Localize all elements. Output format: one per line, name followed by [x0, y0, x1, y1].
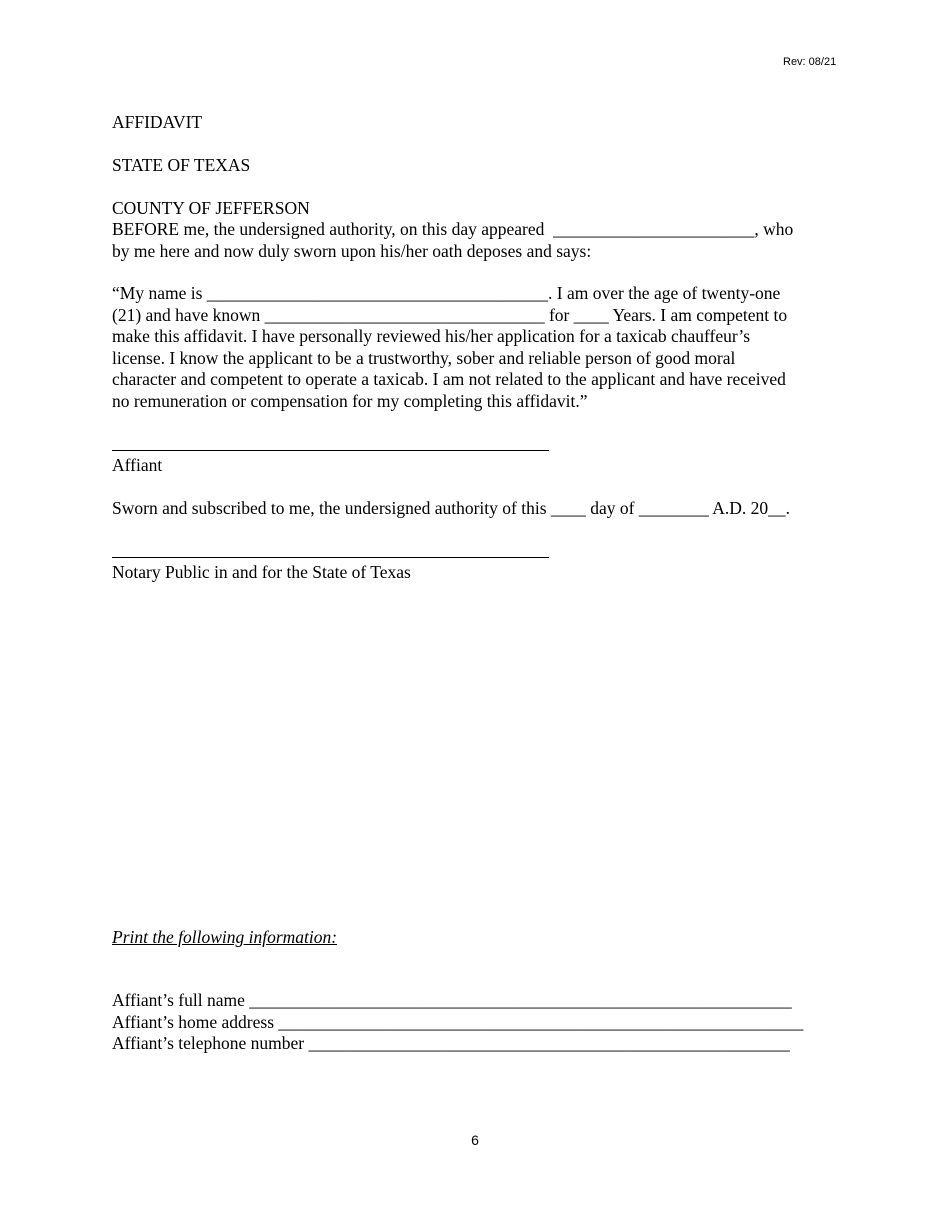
- affiant-full-name-field[interactable]: Affiant’s full name ______________________________________________________________: [112, 990, 792, 1010]
- statement-line: license. I know the applicant to be a trustworthy, sober and reliable person of good moral: [112, 347, 736, 368]
- affiant-label: Affiant: [112, 455, 163, 475]
- statement-line: character and competent to operate a taxicab. I am not related to the applicant and have received: [112, 369, 786, 389]
- intro-paragraph: [112, 219, 842, 262]
- affiant-signature-line[interactable]: [112, 433, 549, 451]
- statement-line: “My name is _______________________________________. I am over the age of twenty-one: [112, 283, 781, 303]
- affiant-info-fields: [112, 990, 842, 1055]
- statement-line: (21) and have known ________________________________ for ____ Years. I am competent to: [112, 304, 788, 325]
- intro-line: BEFORE me, the undersigned authority, on this day appeared _______________________, who: [112, 219, 794, 239]
- statement-line: make this affidavit. I have personally reviewed his/her application for a taxicab chauffeur’s: [112, 326, 751, 346]
- document-title: AFFIDAVIT: [112, 112, 203, 132]
- statement-paragraph: [112, 283, 842, 412]
- print-info-heading: Print the following information:: [112, 927, 338, 947]
- state-line: STATE OF TEXAS: [112, 155, 251, 175]
- statement-line: no remuneration or compensation for my completing this affidavit.”: [112, 390, 588, 411]
- county-line: COUNTY OF JEFFERSON: [112, 198, 310, 218]
- affiant-home-address-field[interactable]: Affiant’s home address ____________________________________________________________: [112, 1011, 804, 1032]
- affiant-telephone-field[interactable]: Affiant’s telephone number _______________________________________________________: [112, 1033, 790, 1053]
- notary-signature-line[interactable]: [112, 540, 549, 558]
- intro-line: by me here and now duly sworn upon his/her oath deposes and says:: [112, 240, 592, 261]
- sworn-line: Sworn and subscribed to me, the undersigned authority of this ____ day of ________ A.D. 20__.: [112, 498, 791, 518]
- notary-label: Notary Public in and for the State of Texas: [112, 562, 411, 582]
- revision-label: Rev: 08/21: [783, 56, 837, 68]
- page-number: 6: [471, 1132, 479, 1148]
